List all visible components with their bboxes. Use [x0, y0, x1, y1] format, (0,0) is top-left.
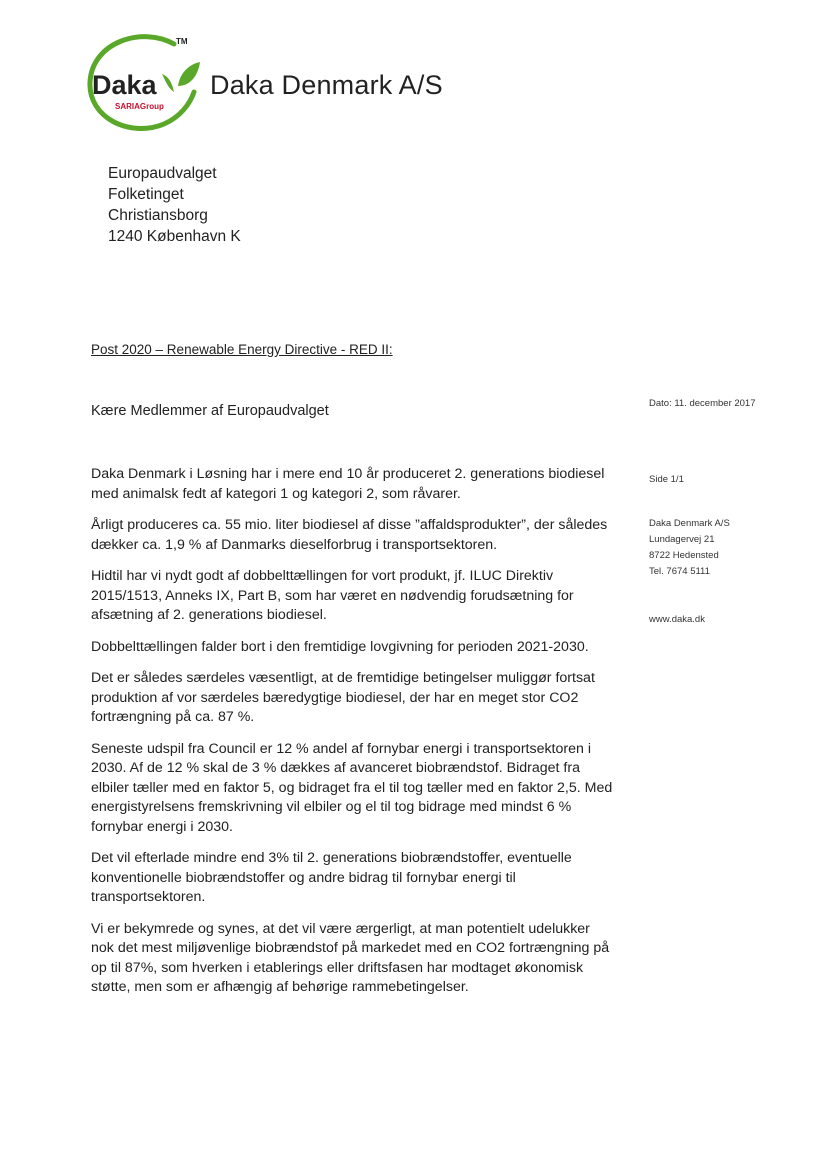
recipient-address	[108, 163, 241, 247]
logo-group-text: SARIAGroup	[115, 102, 164, 111]
body-paragraph: Daka Denmark i Løsning har i mere end 10 år produceret 2. generations biodiesel med animalsk fedt af kategori 1 og kategori 2, som råvarer.	[91, 466, 605, 502]
letter-body	[91, 465, 613, 1010]
page-number: Side 1/1	[649, 474, 684, 485]
address-line: Europaudvalget	[108, 165, 217, 182]
letter-greeting: Kære Medlemmer af Europaudvalget	[91, 403, 329, 419]
sender-contact	[649, 516, 730, 580]
body-paragraph: Hidtil har vi nydt godt af dobbelttællingen for vort produkt, jf. ILUC Direktiv 2015/1513, Anneks IX, Part B, som har været en nødvendig forudsætning for afsætning af 2. generations biodiesel.	[91, 568, 574, 623]
contact-line: 8722 Hedensted	[649, 550, 719, 561]
body-paragraph: Vi er bekymrede og synes, at det vil være ærgerligt, at man potentielt udelukker nok det mest miljøvenlige biobrændstof på markedet med en CO2 fortrængning på op til 87%, som hverken i etablerings eller driftsfasen har modtaget økonomisk støtte, men som er afhængig af behørige rammebetingelser.	[91, 920, 610, 995]
contact-line: Lundagervej 21	[649, 534, 715, 545]
body-paragraph: Det vil efterlade mindre end 3% til 2. generations biobrændstoffer, eventuelle konventionelle biobrændstoffer og andre bidrag til fornybar energi til transportsektoren.	[91, 850, 572, 905]
logo-leaf	[178, 62, 200, 86]
logo-tm-text: TM	[176, 37, 188, 46]
letter-subject: Post 2020 – Renewable Energy Directive - RED II:	[91, 342, 393, 357]
letter-date: Dato: 11. december 2017	[649, 398, 756, 409]
logo-brand-text: Daka	[92, 70, 157, 100]
address-line: 1240 København K	[108, 228, 241, 245]
contact-line: Daka Denmark A/S	[649, 518, 730, 529]
website-link[interactable]: www.daka.dk	[649, 614, 705, 625]
address-line: Christiansborg	[108, 207, 208, 224]
body-paragraph: Årligt produceres ca. 55 mio. liter biodiesel af disse ”affaldsprodukter”, der således dækker ca. 1,9 % af Danmarks dieselforbrug i transportsektoren.	[91, 517, 608, 553]
daka-logo	[82, 30, 207, 138]
contact-line: Tel. 7674 5111	[649, 566, 710, 577]
company-name: Daka Denmark A/S	[210, 70, 443, 100]
body-paragraph: Det er således særdeles væsentligt, at de fremtidige betingelser muliggør fortsat produktion af vor særdeles bæredygtige biodiesel, der har en meget stor CO2 fortrængning på ca. 87 %.	[91, 670, 595, 725]
body-paragraph: Dobbelttællingen falder bort i den fremtidige lovgivning for perioden 2021-2030.	[91, 638, 589, 655]
address-line: Folketinget	[108, 186, 184, 203]
body-paragraph: Seneste udspil fra Council er 12 % andel af fornybar energi i transportsektoren i 2030. Af de 12 % skal de 3 % dækkes af avanceret biobrændstof. Bidraget fra elbiler tæller med en faktor 5, og bidraget fra el til tog tæller med en faktor 2,5. Med energistyrelsens fremskrivning vil elbiler og el til tog bidrage med mindst 6 % fornybar energi i 2030.	[91, 740, 613, 835]
